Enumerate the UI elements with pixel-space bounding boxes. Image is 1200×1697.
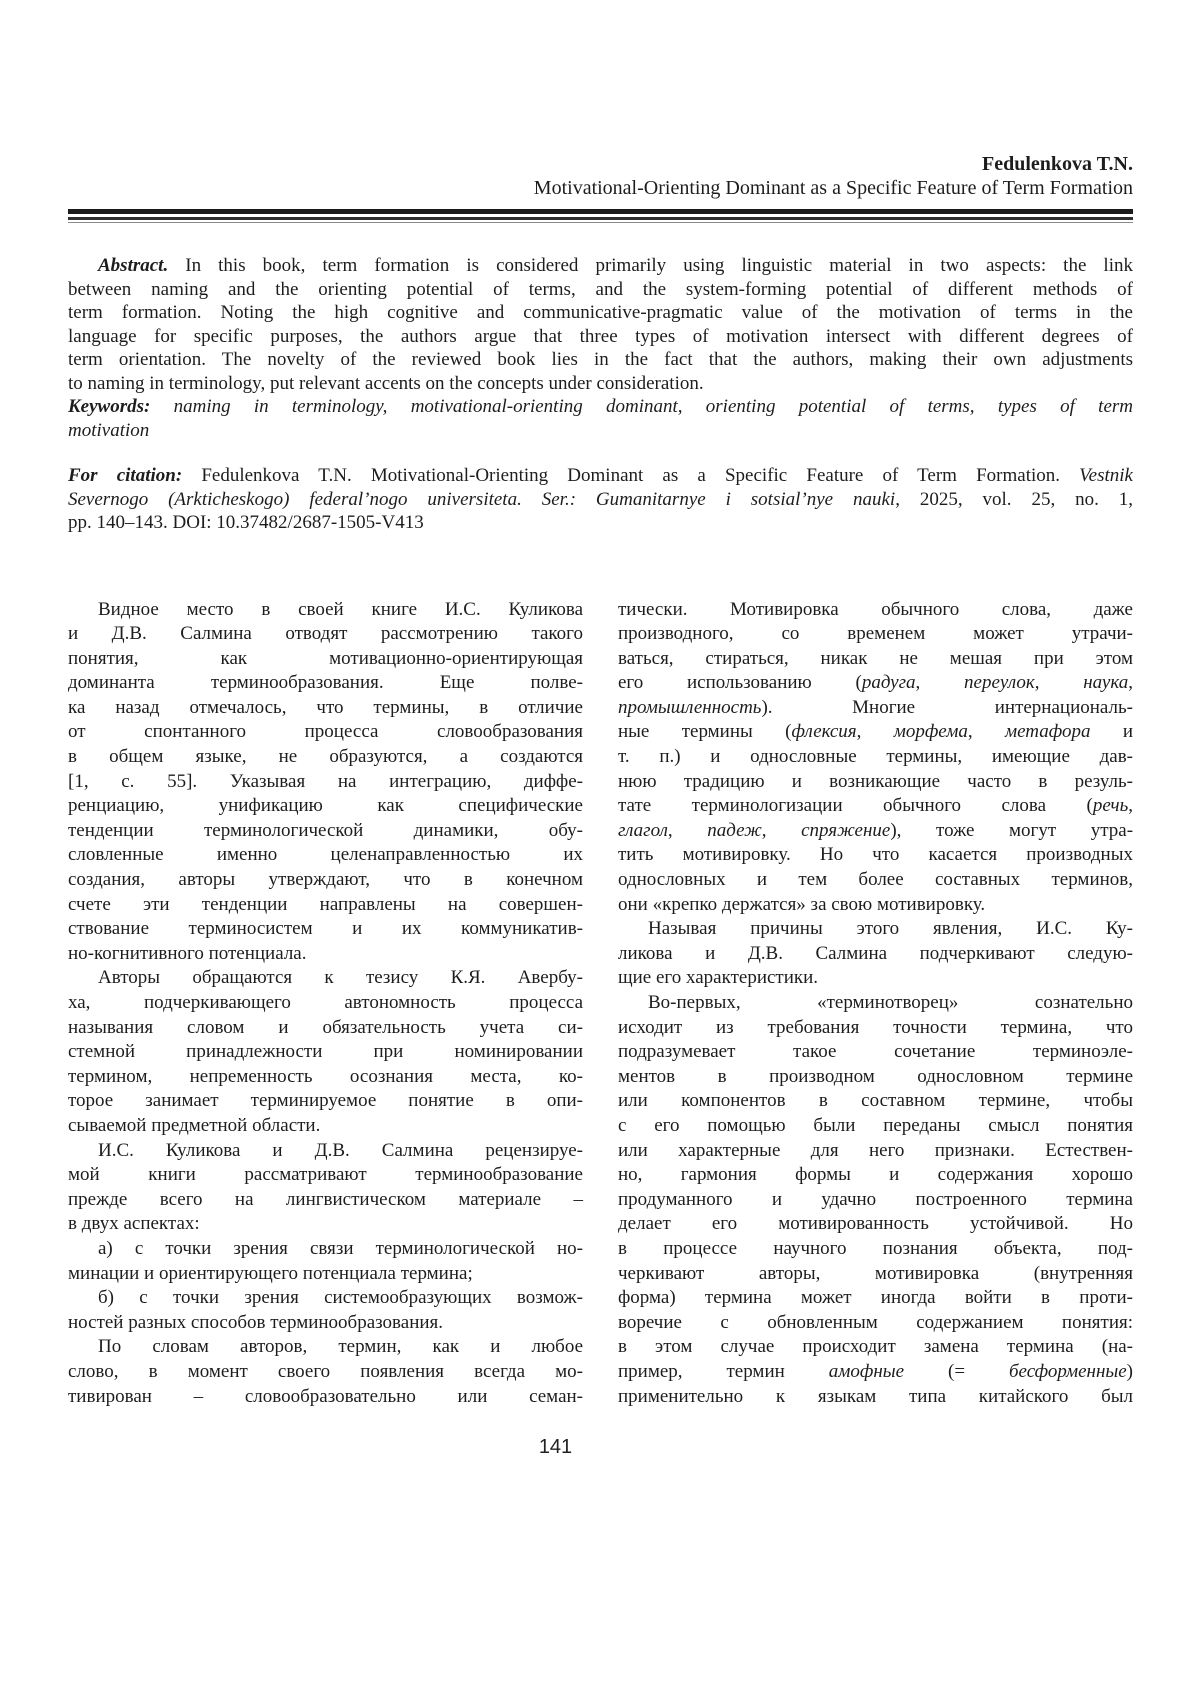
- text-run: промышленность: [618, 696, 762, 718]
- text-run: производного, со временем может утрачи-: [618, 623, 1133, 645]
- text-run: language for specific purposes, the authors argue that three types of motivation intersect with different degrees of: [68, 325, 1133, 347]
- text-run: делает его мотивированность устойчивой. Но: [618, 1213, 1133, 1235]
- text-line: [618, 843, 1133, 868]
- text-run: продуманного и удачно построенного термина: [618, 1188, 1133, 1210]
- text-line: [618, 770, 1133, 795]
- text-run: Видное место в своей книге И.С. Куликова: [98, 598, 583, 620]
- text-line: [618, 1188, 1133, 1213]
- text-line: [618, 917, 1133, 942]
- text-run: По словам авторов, термин, как и любое: [98, 1336, 583, 1358]
- article-title: Motivational-Orienting Dominant as a Specific Feature of Term Formation: [533, 177, 1133, 199]
- text-run: падеж: [707, 819, 762, 841]
- text-line: [618, 745, 1133, 770]
- article-header: [68, 0, 1133, 200]
- header-divider: [68, 209, 1133, 223]
- text-run: стемной принадлежности при номинировании: [68, 1041, 583, 1063]
- text-line: [68, 1040, 583, 1065]
- text-run: в общем языке, не образуются, а создаются: [68, 746, 583, 768]
- text-line: [68, 720, 583, 745]
- text-run: амофные: [828, 1360, 905, 1382]
- text-line: [68, 395, 1133, 419]
- text-run: минации и ориентирующего потенциала термина;: [68, 1262, 473, 1284]
- text-run: и: [1090, 721, 1133, 743]
- text-run: Abstract.: [98, 255, 169, 276]
- text-line: [68, 622, 583, 647]
- text-line: [68, 868, 583, 893]
- text-line: [68, 843, 583, 868]
- divider-bar-thin: [68, 222, 1133, 223]
- text-run: Авторы обращаются к тезису К.Я. Авербу-: [98, 967, 583, 989]
- text-run: щие его характеристики.: [618, 967, 819, 989]
- text-line: [618, 720, 1133, 745]
- text-run: радуга: [861, 672, 916, 694]
- text-run: between naming and the orienting potential of terms, and the system-forming potential of different methods of: [68, 278, 1133, 300]
- text-run: мой книги рассматривают терминообразование: [68, 1164, 583, 1186]
- text-run: ка назад отмечалось, что термины, в отличие: [68, 696, 583, 718]
- author-name: Fedulenkova T.N.: [982, 153, 1133, 175]
- text-run: ), тоже могут утра-: [890, 819, 1134, 841]
- text-run: от спонтанного процесса словообразования: [68, 721, 583, 743]
- text-line: [68, 325, 1133, 349]
- text-line: [68, 794, 583, 819]
- text-run: в двух аспектах:: [68, 1213, 200, 1235]
- text-line: [618, 1212, 1133, 1237]
- text-line: [68, 1360, 583, 1385]
- text-run: In this book, term formation is considered primarily using linguistic material in two aspects: the link: [168, 255, 1133, 276]
- text-line: [68, 464, 1133, 488]
- page-number: 141: [538, 1436, 573, 1459]
- text-run: Vestnik: [1079, 465, 1133, 486]
- text-run: однословных и тем более составных терминов,: [618, 869, 1133, 891]
- text-run: нюю традицию и возникающие часто в резуль-: [618, 770, 1133, 792]
- text-run: ,: [667, 819, 708, 841]
- text-line: [618, 1237, 1133, 1262]
- text-line: [618, 696, 1133, 721]
- text-run: ликова и Д.В. Салмина подчеркивают следую-: [618, 942, 1133, 964]
- text-line: [68, 419, 1133, 443]
- text-line: [68, 1262, 583, 1287]
- text-run: , 2025, vol. 25, no. 1,: [895, 488, 1134, 510]
- text-line: [618, 598, 1133, 623]
- text-run: тить мотивировку. Но что касается производных: [618, 844, 1133, 866]
- text-line: [68, 1385, 583, 1410]
- text-run: спряжение: [801, 819, 891, 841]
- text-run: (=: [904, 1360, 1009, 1382]
- text-line: [68, 1188, 583, 1213]
- text-line: [618, 671, 1133, 696]
- text-line: [68, 1212, 583, 1237]
- text-run: глагол: [618, 819, 668, 841]
- text-run: торое занимает терминируемое понятие в опи-: [68, 1090, 583, 1112]
- text-run: или компонентов в составном термине, чтобы: [618, 1090, 1133, 1112]
- text-line: [68, 1335, 583, 1360]
- text-run: Во-первых, «терминотворец» сознательно: [648, 992, 1133, 1013]
- text-run: naming in terminology, motivational-orienting dominant, orienting potential of terms, types of term: [150, 396, 1133, 417]
- text-run: метафора: [1004, 721, 1091, 743]
- right-column: [618, 598, 1133, 1410]
- text-line: [618, 1311, 1133, 1336]
- text-line: [618, 1089, 1133, 1114]
- text-run: подразумевает такое сочетание терминоэле-: [618, 1041, 1133, 1063]
- text-run: флексия: [791, 721, 857, 743]
- text-run: понятия, как мотивационно-ориентирующая: [68, 647, 583, 669]
- text-run: ,: [856, 721, 894, 743]
- text-run: наука: [1083, 672, 1129, 694]
- text-run: ваться, стираться, никак не мешая при этом: [618, 647, 1133, 669]
- text-line: [68, 1016, 583, 1041]
- text-run: тенденции терминологической динамики, обу-: [68, 819, 583, 841]
- text-run: ха, подчеркивающего автономность процесса: [68, 992, 583, 1013]
- text-run: доминанта терминообразования. Еще полве-: [68, 672, 583, 694]
- text-run: морфема: [893, 721, 968, 743]
- text-run: и Д.В. Салмина отводят рассмотрению такого: [68, 623, 583, 645]
- text-run: черкивают авторы, мотивировка (внутренняя: [618, 1262, 1133, 1284]
- text-run: словленные именно целенаправленностью их: [68, 844, 583, 866]
- text-run: форма) термина может иногда войти в проти-: [618, 1287, 1133, 1309]
- text-run: счете эти тенденции направлены на совершен-: [68, 893, 583, 915]
- text-run: pp. 140–143. DOI: 10.37482/2687-1505-V413: [68, 512, 424, 533]
- left-column: [68, 598, 583, 1410]
- text-line: [618, 1286, 1133, 1311]
- text-run: [1, с. 55]. Указывая на интеграцию, диффе-: [68, 770, 583, 792]
- text-line: [68, 278, 1133, 302]
- text-run: бесформенные: [1008, 1360, 1127, 1382]
- text-line: [68, 254, 1133, 278]
- text-line: [618, 1016, 1133, 1041]
- text-run: ностей разных способов терминообразования.: [68, 1311, 444, 1333]
- text-line: [68, 770, 583, 795]
- text-line: [68, 301, 1133, 325]
- text-run: тивирован – словообразовательно или семан-: [68, 1385, 583, 1407]
- text-line: [618, 1040, 1133, 1065]
- text-run: ,: [761, 819, 802, 841]
- text-run: но-когнитивного потенциала.: [68, 942, 307, 964]
- text-line: [68, 1139, 583, 1164]
- text-line: [618, 1335, 1133, 1360]
- text-run: motivation: [68, 419, 150, 441]
- text-run: в этом случае происходит замена термина (на-: [618, 1336, 1133, 1358]
- text-run: ,: [915, 672, 965, 694]
- text-line: [68, 348, 1133, 372]
- text-line: [618, 966, 1133, 991]
- text-line: [618, 1139, 1133, 1164]
- text-run: to naming in terminology, put relevant accents on the concepts under consideration.: [68, 372, 704, 394]
- text-run: а) с точки зрения связи терминологической но-: [98, 1237, 583, 1259]
- text-line: [618, 1262, 1133, 1287]
- text-run: или характерные для него признаки. Естествен-: [618, 1139, 1133, 1161]
- text-line: [618, 794, 1133, 819]
- text-run: слово, в момент своего появления всегда мо-: [68, 1360, 583, 1382]
- text-run: ,: [1128, 795, 1133, 817]
- text-run: ментов в производном однословном термине: [618, 1065, 1133, 1087]
- text-line: [68, 1286, 583, 1311]
- text-run: в процессе научного познания объекта, под-: [618, 1237, 1133, 1259]
- text-run: т. п.) и однословные термины, имеющие дав-: [618, 746, 1133, 768]
- text-run: term orientation. The novelty of the reviewed book lies in the fact that the authors, making their own adjustments: [68, 349, 1133, 370]
- text-line: [618, 1385, 1133, 1410]
- text-line: [618, 1114, 1133, 1139]
- text-line: [68, 1114, 583, 1139]
- text-line: [68, 991, 583, 1016]
- text-line: [68, 917, 583, 942]
- text-line: [618, 622, 1133, 647]
- text-line: [68, 1311, 583, 1336]
- text-run: Называя причины этого явления, И.С. Ку-: [648, 918, 1133, 940]
- text-run: ренциацию, унификацию как специфические: [68, 795, 583, 817]
- text-run: For citation:: [68, 465, 183, 486]
- text-line: [68, 1065, 583, 1090]
- text-line: [68, 1163, 583, 1188]
- text-run: создания, авторы утверждают, что в конечном: [68, 869, 583, 891]
- text-line: [68, 966, 583, 991]
- text-run: но, гармония формы и содержания хорошо: [618, 1164, 1133, 1186]
- text-line: [618, 819, 1133, 844]
- text-line: [68, 671, 583, 696]
- text-line: [618, 893, 1133, 918]
- text-run: И.С. Куликова и Д.В. Салмина рецензируе-: [98, 1139, 583, 1161]
- text-line: [68, 647, 583, 672]
- text-line: [68, 511, 1133, 535]
- abstract-keywords-block: [68, 254, 1133, 442]
- text-run: Fedulenkova T.N. Motivational-Orienting Dominant as a Specific Feature of Term Formation.: [182, 465, 1080, 486]
- text-line: [618, 942, 1133, 967]
- text-run: ,: [1128, 672, 1134, 694]
- text-run: речь: [1092, 795, 1129, 817]
- text-line: [68, 893, 583, 918]
- text-line: [68, 1237, 583, 1262]
- article-body: [68, 598, 1133, 1410]
- text-run: ствование терминосистем и их коммуникатив-: [68, 918, 583, 940]
- text-run: его использованию (: [618, 672, 862, 694]
- text-run: ные термины (: [618, 721, 792, 743]
- text-line: [618, 1360, 1133, 1385]
- text-run: ,: [967, 721, 1005, 743]
- text-run: б) с точки зрения системообразующих возмож-: [98, 1287, 583, 1309]
- text-line: [68, 598, 583, 623]
- text-run: переулок: [964, 672, 1035, 694]
- text-run: называния словом и обязательность учета си-: [68, 1016, 583, 1038]
- text-line: [68, 696, 583, 721]
- text-run: пример, термин: [618, 1360, 829, 1382]
- text-run: тически. Мотивировка обычного слова, даже: [618, 598, 1133, 620]
- text-run: с его помощью были переданы смысл понятия: [618, 1114, 1133, 1136]
- text-line: [68, 372, 1133, 396]
- text-run: сываемой предметной области.: [68, 1114, 321, 1136]
- text-run: тате терминологизации обычного слова (: [618, 795, 1093, 817]
- citation-block: [68, 464, 1133, 535]
- text-line: [68, 745, 583, 770]
- text-run: ). Многие интернациональ-: [761, 696, 1133, 718]
- text-run: воречие с обновленным содержанием понятия:: [618, 1311, 1133, 1333]
- text-line: [68, 488, 1133, 512]
- text-run: исходит из требования точности термина, что: [618, 1016, 1133, 1038]
- text-run: применительно к языкам типа китайского был: [618, 1385, 1133, 1407]
- text-line: [618, 1163, 1133, 1188]
- text-line: [618, 1065, 1133, 1090]
- text-line: [618, 868, 1133, 893]
- text-run: ): [1126, 1360, 1133, 1382]
- text-run: Keywords:: [68, 396, 151, 417]
- text-run: прежде всего на лингвистическом материале –: [68, 1188, 583, 1210]
- text-run: term formation. Noting the high cognitive and communicative-pragmatic value of the motivation of terms in the: [68, 302, 1133, 323]
- text-run: термином, непременность осознания места, ко-: [68, 1065, 583, 1087]
- text-run: ,: [1034, 672, 1084, 694]
- text-line: [68, 942, 583, 967]
- divider-bar-thick: [68, 209, 1133, 214]
- text-line: [68, 1089, 583, 1114]
- text-run: Severnogo (Arkticheskogo) federal’nogo universiteta. Ser.: Gumanitarnye i sotsial’nye nauki: [68, 488, 896, 510]
- text-line: [618, 991, 1133, 1016]
- text-line: [68, 819, 583, 844]
- text-line: [618, 647, 1133, 672]
- text-run: они «крепко держатся» за свою мотивировку.: [618, 893, 986, 915]
- divider-bar-medium: [68, 217, 1133, 220]
